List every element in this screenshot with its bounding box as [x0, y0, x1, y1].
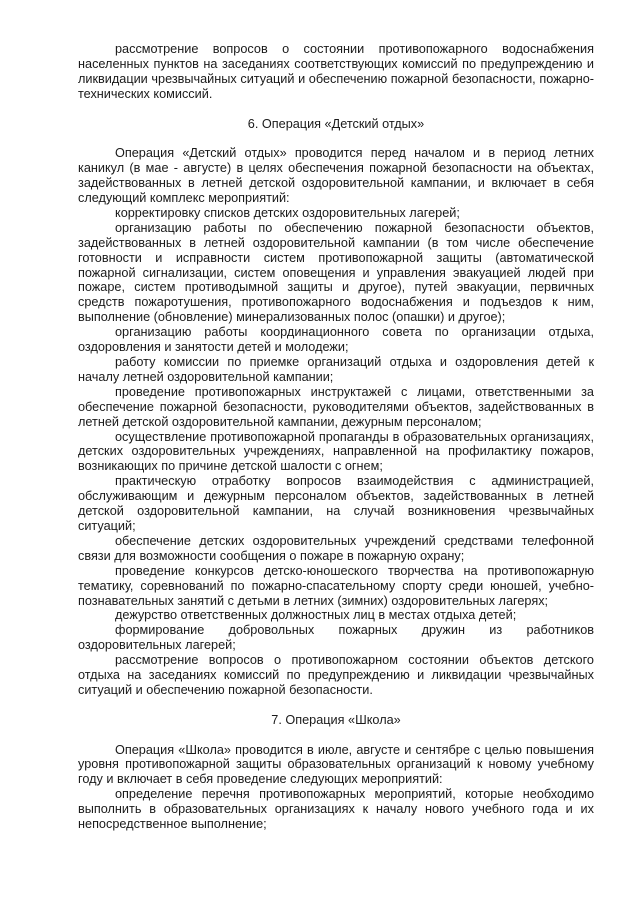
list-item: обеспечение детских оздоровительных учреждений средствами телефонной связи для возможности сообщения о пожаре в пожарную охрану;: [78, 533, 594, 563]
document-page: [78, 42, 594, 832]
section-6-heading: 6. Операция «Детский отдых»: [247, 116, 425, 131]
section-7-body: [78, 743, 594, 832]
spacer: [78, 728, 594, 743]
spacer: [78, 698, 594, 713]
list-item: практическую отработку вопросов взаимодействия с администрацией, обслуживающим и дежурным персоналом объектов, задействованных в летней детской оздоровительной кампании, на случай возникновения чрезвычайных ситуаций;: [78, 474, 594, 533]
list-item: формирование добровольных пожарных дружин из работников оздоровительных лагерей;: [78, 623, 594, 653]
list-item: рассмотрение вопросов о противопожарном состоянии объектов детского отдыха на заседаниях комиссий по предупреждению и ликвидации чрезвычайных ситуаций и обеспечению пожарной безопасности.: [78, 653, 594, 697]
list-item: проведение конкурсов детско-юношеского творчества на противопожарную тематику, соревнований по пожарно-спасательному спорту среди юношей, учебно-познавательных занятий с детьми в летних (зимних) оздоровительных лагерях;: [78, 563, 594, 608]
list-item: дежурство ответственных должностных лиц в местах отдыха детей;: [115, 608, 517, 623]
intro-paragraph: рассмотрение вопросов о состоянии противопожарного водоснабжения населенных пунктов на заседаниях соответствующих комиссий по предупреждению и ликвидации чрезвычайных ситуаций и обеспечению пожарной безопасности, пожарно-технических комиссий.: [78, 42, 594, 101]
paragraph: Операция «Детский отдых» проводится перед началом и в период летних каникул (в мае - августе) в целях обеспечения пожарной безопасности на объектах, задействованных в летней детской оздоровительной кампании, и включает в себя следующий комплекс мероприятий:: [78, 146, 594, 206]
list-item: работу комиссии по приемке организаций отдыха и оздоровления детей к началу летней оздоровительной кампании;: [78, 355, 594, 384]
list-item: осуществление противопожарной пропаганды в образовательных организациях, детских оздоровительных учреждениях, направленной на профилактику пожаров, возникающих по причине детской шалости с огнем;: [78, 429, 594, 474]
list-item: определение перечня противопожарных мероприятий, которые необходимо выполнить в образовательных организациях к началу нового учебного года и их непосредственное выполнение;: [78, 787, 594, 832]
list-item: проведение противопожарных инструктажей с лицами, ответственными за обеспечение пожарной безопасности, руководителями объектов, задействованных в летней детской оздоровительной кампании, дежурным персоналом;: [78, 384, 594, 429]
section-6-body: [78, 146, 594, 698]
section-7-heading: 7. Операция «Школа»: [271, 712, 401, 727]
paragraph: Операция «Школа» проводится в июле, августе и сентябре с целью повышения уровня противопожарной защиты образовательных организаций к новому учебному году и включает в себя проведение следующих мероприятий:: [78, 742, 594, 787]
spacer: [78, 131, 594, 146]
list-item: организацию работы по обеспечению пожарной безопасности объектов, задействованных в летней оздоровительной кампании (в том числе обеспечение готовности и исправности систем противопожарной защиты (автоматической пожарной сигнализации, систем оповещения и управления эвакуацией людей при пожаре, систем противодымной защиты и другое), путей эвакуации, первичных средств пожаротушения, противопожарного водоснабжения и подъездов к ним, выполнение (обновление) минерализованных полос (опашки) и другое);: [78, 220, 594, 325]
spacer: [78, 102, 594, 117]
list-item: корректировку списков детских оздоровительных лагерей;: [115, 205, 460, 220]
list-item: организацию работы координационного совета по организации отдыха, оздоровления и занятости детей и молодежи;: [78, 325, 594, 355]
